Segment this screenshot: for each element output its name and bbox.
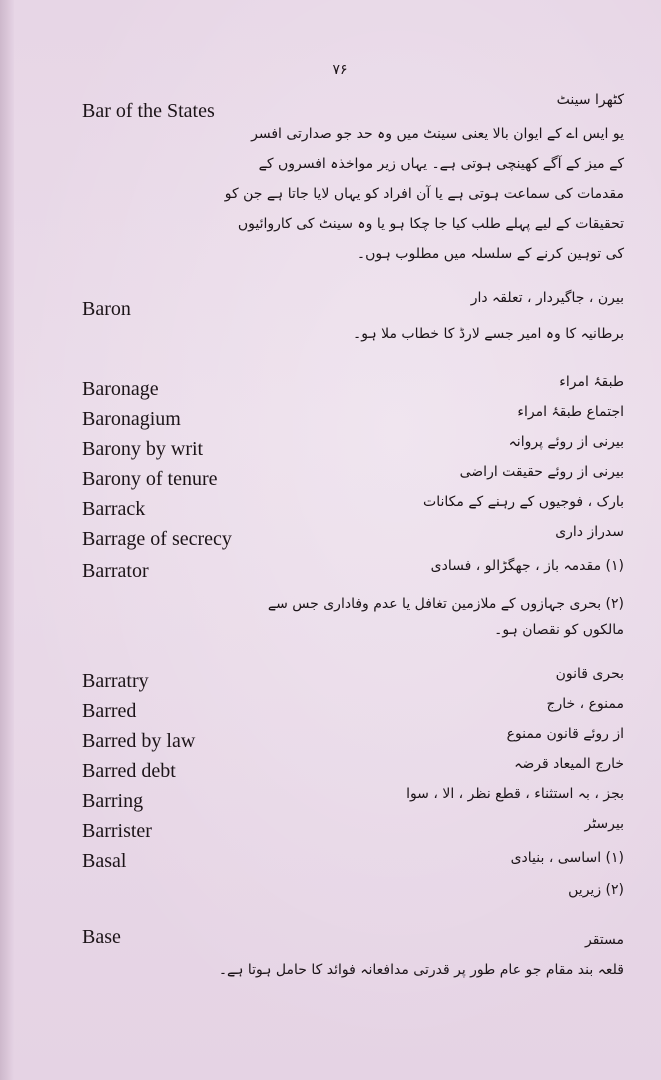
definition-base-line-2: قلعہ بند مقام جو عام طور پر قدرتی مدافعانہ فوائد کا حامل ہوتا ہے۔ bbox=[218, 962, 624, 978]
term-barrister: Barrister bbox=[82, 820, 152, 842]
definition-barrack: بارک ، فوجیوں کے رہنے کے مکانات bbox=[423, 494, 624, 510]
definition-basal-line-1: (۱) اساسی ، بنیادی bbox=[510, 850, 624, 866]
term-barred-by-law: Barred by law bbox=[82, 730, 196, 752]
term-barred: Barred bbox=[82, 700, 137, 722]
definition-barony-of-tenure: بیرنی از روئے حقیقت اراضی bbox=[459, 464, 624, 480]
term-barrator: Barrator bbox=[82, 560, 149, 582]
definition-barrator-line-3: مالکوں کو نقصان ہو۔ bbox=[494, 622, 624, 638]
page-number: ۷۶ bbox=[332, 62, 348, 78]
definition-barony-by-writ: بیرنی از روئے پروانہ bbox=[508, 434, 624, 450]
definition-baronagium: اجتماع طبقۂ امراء bbox=[517, 404, 624, 420]
definition-barrator-line-1: (۱) مقدمہ باز ، جھگڑالو ، فسادی bbox=[430, 558, 624, 574]
definition-barred-debt: خارج المیعاد قرضہ bbox=[514, 756, 624, 772]
definition-barratry: بحری قانون bbox=[555, 666, 624, 682]
definition-bar-of-the-states-heading: کٹھرا سینٹ bbox=[556, 92, 624, 108]
definition-barrage-of-secrecy: سدراز داری bbox=[555, 524, 624, 540]
term-barony-of-tenure: Barony of tenure bbox=[82, 468, 218, 490]
definition-baron-line-1: بیرن ، جاگیردار ، تعلقہ دار bbox=[470, 290, 624, 306]
definition-barred-by-law: از روئے قانون ممنوع bbox=[506, 726, 624, 742]
definition-bar-of-the-states-line-4: تحقیقات کے لیے پہلے طلب کیا جا چکا ہو یا وہ سینٹ کی کاروائیوں bbox=[237, 216, 624, 232]
definition-bar-of-the-states-line-3: مقدمات کی سماعت ہوتی ہے یا آن افراد کو یہاں لایا جاتا ہے جن کو bbox=[224, 186, 624, 202]
term-barrage-of-secrecy: Barrage of secrecy bbox=[82, 528, 232, 550]
definition-bar-of-the-states-line-5: کی توہین کرنے کے سلسلہ میں مطلوب ہوں۔ bbox=[356, 246, 624, 262]
definition-barring: بجز ، بہ استثناء ، قطع نظر ، الا ، سوا bbox=[406, 786, 624, 802]
definition-baron-line-2: برطانیہ کا وہ امیر جسے لارڈ کا خطاب ملا ہو۔ bbox=[353, 326, 624, 342]
term-barony-by-writ: Barony by writ bbox=[82, 438, 204, 460]
term-barring: Barring bbox=[82, 790, 144, 812]
page-edge bbox=[0, 0, 14, 1080]
term-barratry: Barratry bbox=[82, 670, 149, 692]
term-baron: Baron bbox=[82, 298, 131, 320]
definition-barrister: بیرسٹر bbox=[584, 816, 624, 832]
definition-base-line-1: مستقر bbox=[584, 932, 624, 948]
term-barrack: Barrack bbox=[82, 498, 146, 520]
definition-bar-of-the-states-line-1: یو ایس اے کے ایوان بالا یعنی سینٹ میں وہ حد جو صدارتی افسر bbox=[251, 126, 624, 142]
term-baronage: Baronage bbox=[82, 378, 159, 400]
definition-barred: ممنوع ، خارج bbox=[546, 696, 624, 712]
definition-baronage: طبقۂ امراء bbox=[559, 374, 624, 390]
definition-barrator-line-2: (۲) بحری جہازوں کے ملازمین تغافل یا عدم وفاداری جس سے bbox=[267, 596, 624, 612]
definition-basal-line-2: (۲) زیریں bbox=[568, 882, 624, 898]
term-basal: Basal bbox=[82, 850, 127, 872]
term-barred-debt: Barred debt bbox=[82, 760, 176, 782]
term-baronagium: Baronagium bbox=[82, 408, 181, 430]
term-bar-of-the-states: Bar of the States bbox=[82, 100, 215, 122]
term-base: Base bbox=[82, 926, 121, 948]
definition-bar-of-the-states-line-2: کے میز کے آگے کھینچی ہوتی ہے۔ یہاں زیر مواخذہ افسروں کے bbox=[258, 156, 624, 172]
